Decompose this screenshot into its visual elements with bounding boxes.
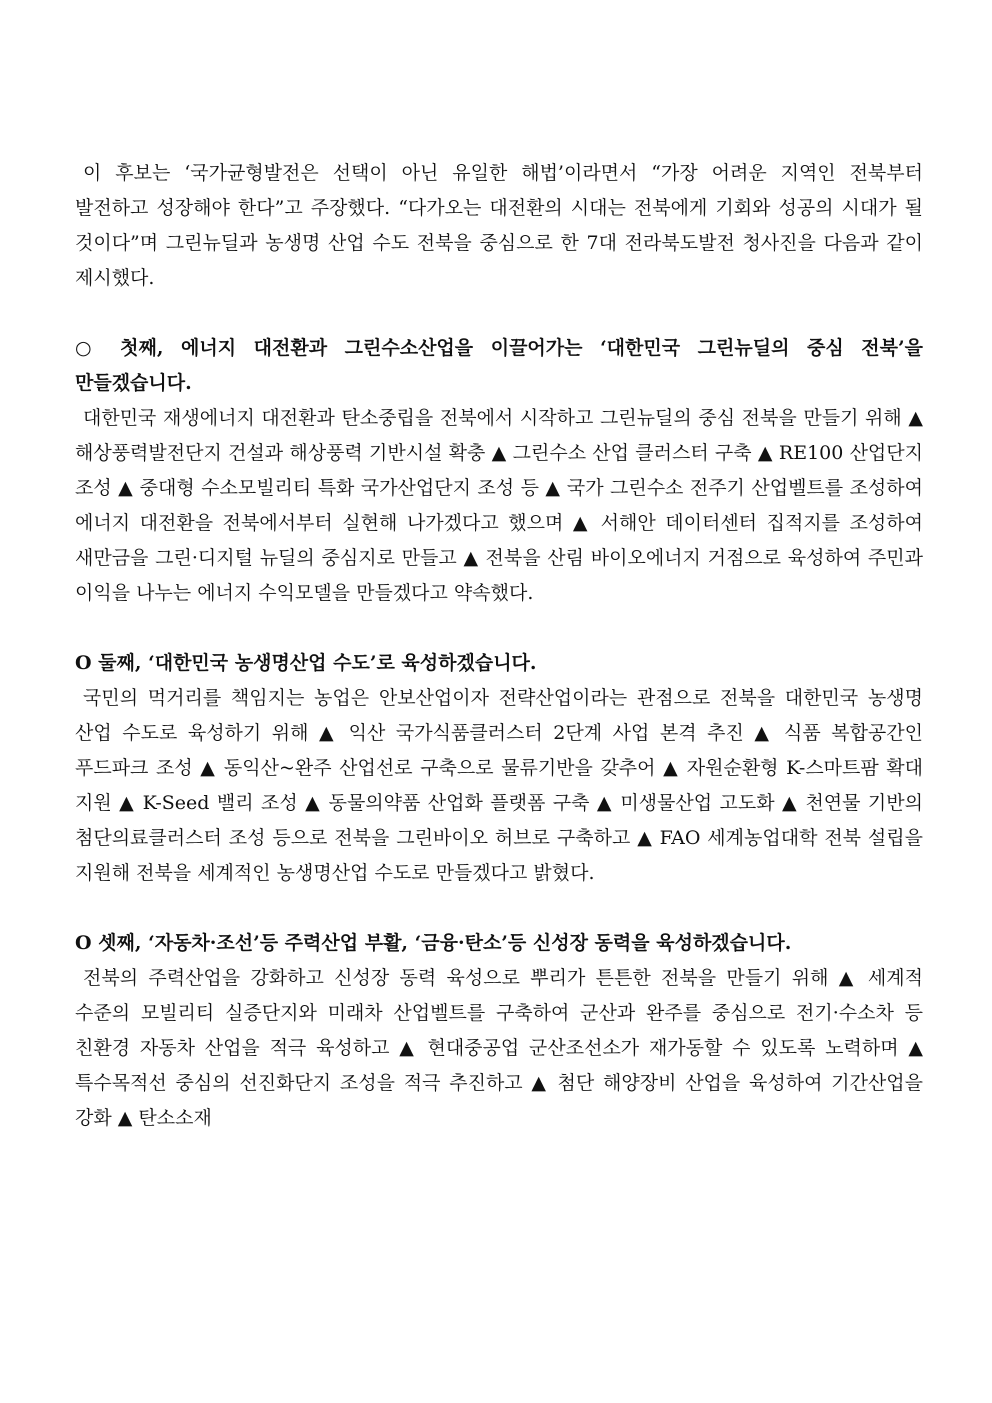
section-2-heading: O 둘째, ‘대한민국 농생명산업 수도’로 육성하겠습니다. bbox=[75, 652, 537, 674]
section-1-heading: ○ 첫째, 에너지 대전환과 그린수소산업을 이끌어가는 ‘대한민국 그린뉴딜의 중심 전북’을 만들겠습니다. bbox=[75, 337, 923, 394]
section-1 bbox=[75, 331, 923, 611]
section-2-body: 국민의 먹거리를 책임지는 농업은 안보산업이자 전략산업이라는 관점으로 전북을 대한민국 농생명 산업 수도로 육성하기 위해 ▲ 익산 국가식품클러스터 2단계 사업 본격 추진 ▲ 식품 복합공간인 푸드파크 조성 ▲ 동익산~완주 산업선로 구축으로 물류기반을 갖추어 ▲ 자원순환형 K-스마트팜 확대 지원 ▲ K-Seed 밸리 조성 ▲ 동물의약품 산업화 플랫폼 구축 ▲ 미생물산업 고도화 ▲ 천연물 기반의 첨단의료클러스터 조성 등으로 전북을 그린바이오 허브로 구축하고 ▲ FAO 세계농업대학 전북 설립을 지원해 전북을 세계적인 농생명산업 수도로 만들겠다고 밝혔다. bbox=[75, 687, 923, 884]
section-3-heading: O 셋째, ‘자동차·조선’등 주력산업 부활, ‘금융·탄소’등 신성장 동력을 육성하겠습니다. bbox=[75, 932, 792, 954]
section-3-body: 전북의 주력산업을 강화하고 신성장 동력 육성으로 뿌리가 튼튼한 전북을 만들기 위해 ▲ 세계적 수준의 모빌리티 실증단지와 미래차 산업벨트를 구축하여 군산과 완주를 중심으로 전기·수소차 등 친환경 자동차 산업을 적극 육성하고 ▲ 현대중공업 군산조선소가 재가동할 수 있도록 노력하며 ▲ 특수목적선 중심의 선진화단지 조성을 적극 추진하고 ▲ 첨단 해양장비 산업을 육성하여 기간산업을 강화 ▲ 탄소소재 bbox=[75, 967, 923, 1129]
intro-paragraph: 이 후보는 ‘국가균형발전은 선택이 아닌 유일한 해법’이라면서 “가장 어려운 지역인 전북부터 발전하고 성장해야 한다”고 주장했다. “다가오는 대전환의 시대는 전북에게 기회와 성공의 시대가 될 것이다”며 그린뉴딜과 농생명 산업 수도 전북을 중심으로 한 7대 전라북도발전 청사진을 다음과 같이 제시했다. bbox=[75, 162, 923, 289]
section-3 bbox=[75, 926, 923, 1136]
section-2 bbox=[75, 646, 923, 891]
section-1-body: 대한민국 재생에너지 대전환과 탄소중립을 전북에서 시작하고 그린뉴딜의 중심 전북을 만들기 위해 ▲ 해상풍력발전단지 건설과 해상풍력 기반시설 확충 ▲ 그린수소 산업 클러스터 구축 ▲ RE100 산업단지 조성 ▲ 중대형 수소모빌리티 특화 국가산업단지 조성 등 ▲ 국가 그린수소 전주기 산업벨트를 조성하여 에너지 대전환을 전북에서부터 실현해 나가겠다고 했으며 ▲ 서해안 데이터센터 집적지를 조성하여 새만금을 그린·디지털 뉴딜의 중심지로 만들고 ▲ 전북을 산림 바이오에너지 거점으로 육성하여 주민과 이익을 나누는 에너지 수익모델을 만들겠다고 약속했다. bbox=[75, 407, 923, 604]
document-body bbox=[75, 156, 923, 1136]
